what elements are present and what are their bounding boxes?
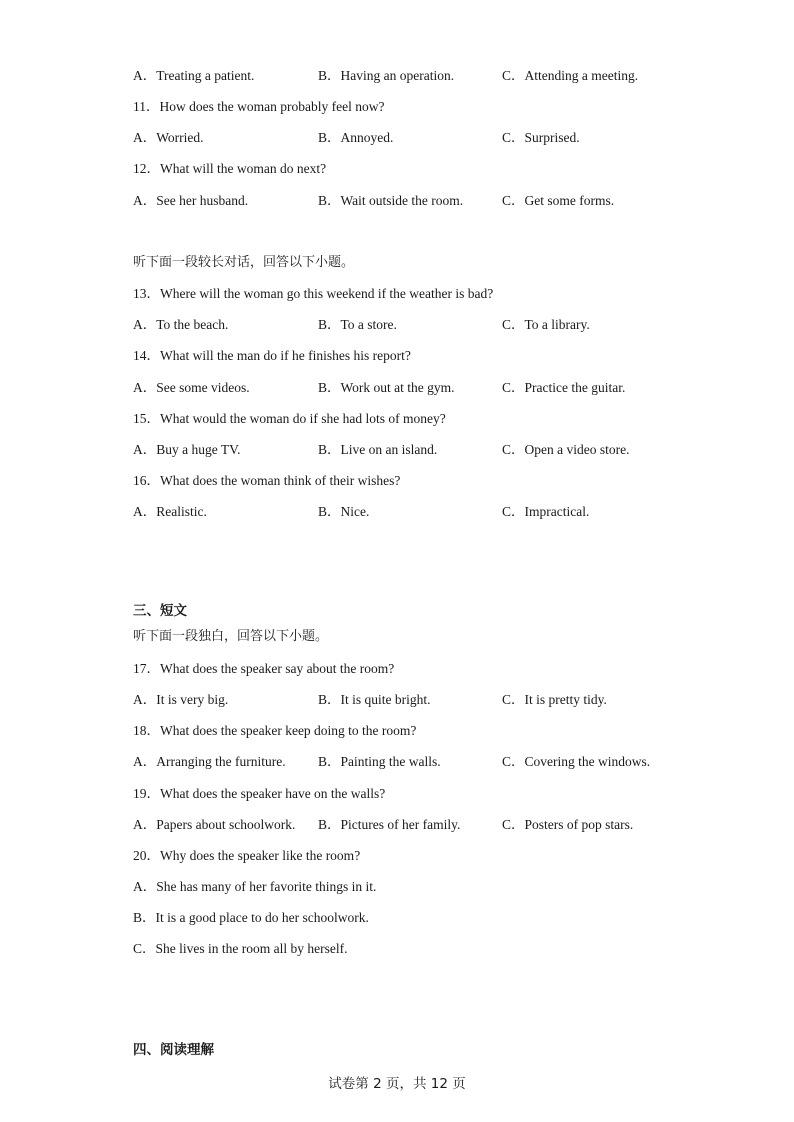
section4-title: 四、阅读理解	[133, 1042, 214, 1058]
q11-option-b: B．Annoyed.	[318, 130, 394, 145]
q15-option-c: C．Open a video store.	[502, 442, 630, 457]
q13-option-a: A．To the beach.	[133, 317, 229, 332]
q10-option-c: C．Attending a meeting.	[502, 68, 639, 83]
q19-option-c: C．Posters of pop stars.	[502, 817, 634, 832]
q14-option-a: A．See some videos.	[133, 380, 250, 395]
q15-option-a: A．Buy a huge TV.	[133, 442, 241, 457]
q17-option-c: C．It is pretty tidy.	[502, 692, 607, 707]
q19-option-a: A．Papers about schoolwork.	[133, 817, 296, 832]
q13-option-b: B．To a store.	[318, 317, 397, 332]
q16-stem: 16．What does the woman think of their wishes?	[133, 473, 401, 488]
long-dialog-intro: 听下面一段较长对话，回答以下小题。	[133, 255, 355, 270]
q19-stem: 19．What does the speaker have on the walls?	[133, 786, 386, 801]
q12-option-c: C．Get some forms.	[502, 193, 615, 208]
q11-stem: 11．How does the woman probably feel now?	[133, 99, 385, 114]
q13-stem: 13．Where will the woman go this weekend if the weather is bad?	[133, 286, 494, 301]
q14-stem: 14．What will the man do if he finishes his report?	[133, 348, 411, 363]
q12-stem: 12．What will the woman do next?	[133, 161, 327, 176]
q20-option-a: A．She has many of her favorite things in it.	[133, 879, 377, 894]
q15-option-b: B．Live on an island.	[318, 442, 438, 457]
q20-option-b: B．It is a good place to do her schoolwork.	[133, 910, 369, 925]
q16-option-c: C．Impractical.	[502, 504, 590, 519]
q20-option-c: C．She lives in the room all by herself.	[133, 941, 348, 956]
q13-option-c: C．To a library.	[502, 317, 590, 332]
q12-option-a: A．See her husband.	[133, 193, 249, 208]
q14-option-b: B．Work out at the gym.	[318, 380, 455, 395]
q18-option-a: A．Arranging the furniture.	[133, 754, 286, 769]
q17-option-a: A．It is very big.	[133, 692, 229, 707]
q18-option-b: B．Painting the walls.	[318, 754, 441, 769]
q15-stem: 15．What would the woman do if she had lots of money?	[133, 411, 446, 426]
q19-option-b: B．Pictures of her family.	[318, 817, 461, 832]
q14-option-c: C．Practice the guitar.	[502, 380, 626, 395]
q20-stem: 20．Why does the speaker like the room?	[133, 848, 361, 863]
q11-option-c: C．Surprised.	[502, 130, 580, 145]
q18-stem: 18．What does the speaker keep doing to the room?	[133, 723, 417, 738]
section3-title: 三、短文	[133, 603, 187, 619]
q12-option-b: B．Wait outside the room.	[318, 193, 464, 208]
q16-option-b: B．Nice.	[318, 504, 370, 519]
q11-option-a: A．Worried.	[133, 130, 204, 145]
q17-option-b: B．It is quite bright.	[318, 692, 431, 707]
q10-option-a: A．Treating a patient.	[133, 68, 255, 83]
page-footer: 试卷第 2 页，共 12 页	[328, 1076, 466, 1092]
q18-option-c: C．Covering the windows.	[502, 754, 651, 769]
section3-intro: 听下面一段独白，回答以下小题。	[133, 629, 329, 644]
q17-stem: 17．What does the speaker say about the room?	[133, 661, 395, 676]
q10-option-b: B．Having an operation.	[318, 68, 455, 83]
q16-option-a: A．Realistic.	[133, 504, 207, 519]
